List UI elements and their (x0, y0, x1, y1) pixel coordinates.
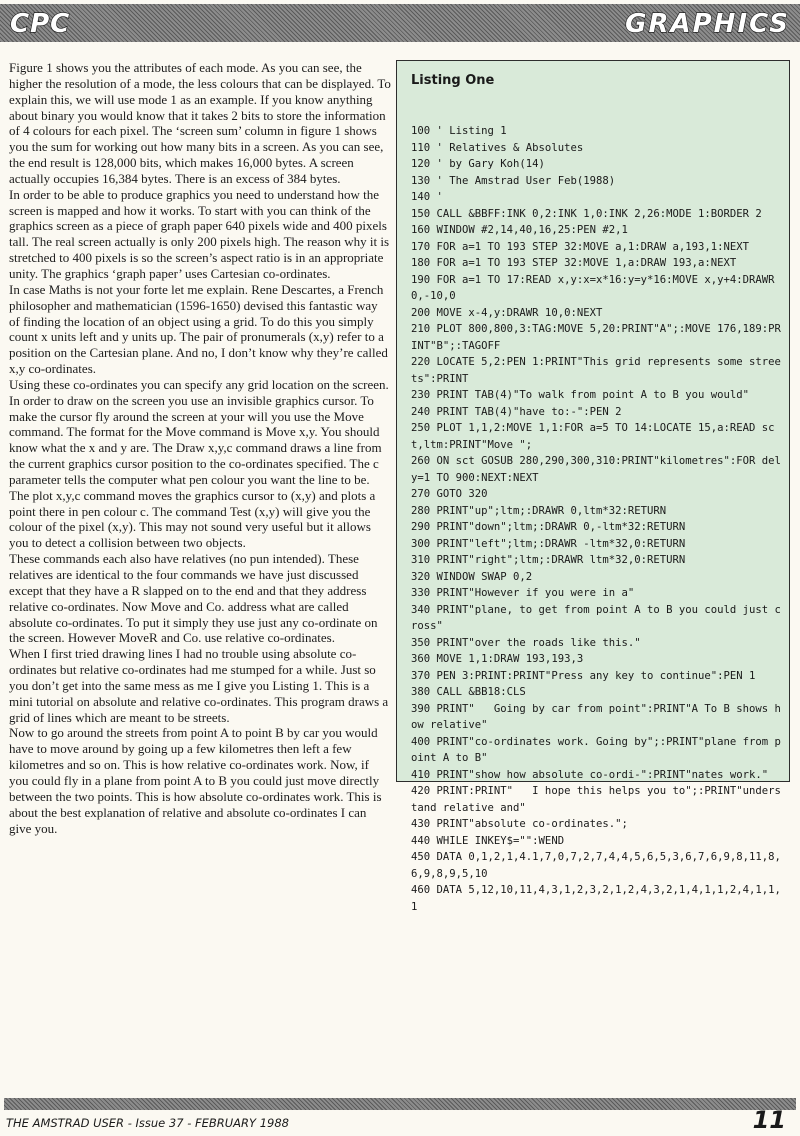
listing-line: 210 PLOT 800,800,3:TAG:MOVE 5,20:PRINT"A";:MOVE 176,189:PRINT"B";:TAGOFF (411, 323, 781, 352)
listing-line: 170 FOR a=1 TO 193 STEP 32:MOVE a,1:DRAW a,193,1:NEXT (411, 240, 750, 253)
listing-line: 280 PRINT"up";ltm;:DRAWR 0,ltm*32:RETURN (411, 504, 667, 517)
listing-line: 140 ' (411, 191, 443, 203)
listing-line: 120 ' by Gary Koh(14) (411, 158, 545, 170)
listing-line: 260 ON sct GOSUB 280,290,300,310:PRINT"kilometres":FOR dely=1 TO 900:NEXT:NEXT (411, 455, 781, 484)
listing-line: 380 CALL &BB18:CLS (411, 686, 526, 698)
listing-line: 270 GOTO 320 (411, 488, 488, 500)
listing-line: 220 LOCATE 5,2:PEN 1:PRINT"This grid represents some streets":PRINT (411, 356, 781, 385)
header-bar (0, 4, 800, 42)
listing-line: 460 DATA 5,12,10,11,4,3,1,2,3,2,1,2,4,3,2,1,4,1,1,2,4,1,1,1 (411, 884, 781, 913)
paragraph: In case Maths is not your forte let me explain. Rene Descartes, a French philosopher and mathematician (1596-1650) devised this fantastic way of finding the location of an object using a grid. To do this you simply count x units left and y units up. The pair of pronumerals (x,y) refer to a position on the Cartesian plane. And no, I don’t know why they’re called x,y co-ordinates. (9, 281, 388, 377)
section-label: CPC (10, 9, 71, 39)
listing-line: 420 PRINT:PRINT" I hope this helps you to";:PRINT"understand relative and" (411, 785, 781, 814)
footer-bar (4, 1098, 796, 1110)
listing-line: 110 ' Relatives & Absolutes (411, 141, 584, 154)
paragraph: Now to go around the streets from point A to point B by car you would have to move around by going up a few kilometres then left a few kilometres and so on. This is how relative co-ordinates work. Now, if you could fly in a plane from point A to B you could just move directly between the two points. This is how absolute co-ordinates work. This is about the best explanation of relative and absolute co-ordinates I can give you. (9, 725, 382, 836)
listing-line: 440 WHILE INKEY$="":WEND (411, 834, 565, 847)
listing-line: 340 PRINT"plane, to get from point A to B you could just cross" (411, 603, 781, 632)
listing-line: 350 PRINT"over the roads like this." (411, 636, 641, 649)
paragraph: Figure 1 shows you the attributes of each mode. As you can see, the higher the resolution of a mode, the less colours that can be displayed. To explain this, we will use mode 1 as an example. If you know anything about binary you would know that it takes 2 bits to store the information of 4 colours for each pixel. The ‘screen sum’ column in figure 1 shows you the sum for working out how many bits in a screen. As you can see, the end result is 128,000 bits, which makes 16,000 bytes. A screen actually occupies 16,384 bytes. There is an excess of 384 bytes. (9, 60, 391, 186)
listing-line: 450 DATA 0,1,2,1,4.1,7,0,7,2,7,4,4,5,6,5,3,6,7,6,9,8,11,8,6,9,8,9,5,10 (411, 851, 781, 880)
listing-line: 360 MOVE 1,1:DRAW 193,193,3 (411, 653, 584, 665)
listing-line: 310 PRINT"right";ltm;:DRAWR ltm*32,0:RETURN (411, 554, 686, 566)
paragraph: These commands each also have relatives (no pun intended). These relatives are identical to the four commands we have just discussed except that they have a R slapped on to the end and that they address relative co-ordinates. Now Move and Co. address what are called absolute co-ordinates. To put it simply they use just any co-ordinate on the screen. However MoveR and Co. use relative co-ordinates. (9, 551, 378, 646)
page-number: 11 (752, 1106, 786, 1134)
listing-line: 430 PRINT"absolute co-ordinates."; (411, 818, 628, 830)
listing-line: 410 PRINT"show how absolute co-ordi-":PRINT"nates work." (411, 768, 769, 781)
listing-line: 100 ' Listing 1 (411, 125, 507, 137)
listing-line: 160 WINDOW #2,14,40,16,25:PEN #2,1 (411, 224, 628, 236)
article-text (9, 60, 391, 836)
listing-title: Listing One (411, 73, 495, 88)
listing-line: 250 PLOT 1,1,2:MOVE 1,1:FOR a=5 TO 14:LOCATE 15,a:READ sct,ltm:PRINT"Move "; (411, 422, 775, 451)
listing-line: 370 PEN 3:PRINT:PRINT"Press any key to continue":PEN 1 (411, 669, 756, 682)
listing-box (396, 60, 790, 913)
listing-line: 290 PRINT"down";ltm;:DRAWR 0,-ltm*32:RETURN (411, 521, 686, 533)
listing-line: 330 PRINT"However if you were in a" (411, 587, 635, 599)
listing-line: 190 FOR a=1 TO 17:READ x,y:x=x*16:y=y*16:MOVE x,y+4:DRAWR 0,-10,0 (411, 273, 781, 302)
paragraph: In order to be able to produce graphics you need to understand how the screen is mapped and how it works. To start with you can think of the graphics screen as a piece of graph paper 640 pixels wide and 400 pixels tall. The real screen actually is only 200 pixels high. The reason why it is stretched to 400 pixels is so the screen’s aspect ratio is in an appropriate unity. The graphics ‘graph paper’ uses Cartesian co-ordinates. (9, 186, 390, 281)
listing-line: 240 PRINT TAB(4)"have to:-":PEN 2 (411, 405, 622, 418)
listing-line: 150 CALL &BBFF:INK 0,2:INK 1,0:INK 2,26:MODE 1:BORDER 2 (411, 207, 762, 220)
listing-line: 400 PRINT"co-ordinates work. Going by";:PRINT"plane from point A to B" (411, 735, 781, 764)
listing-line: 230 PRINT TAB(4)"To walk from point A to B you would" (411, 389, 750, 401)
section-title: GRAPHICS (625, 9, 790, 39)
listing-line: 200 MOVE x-4,y:DRAWR 10,0:NEXT (411, 306, 603, 319)
listing-line: 390 PRINT" Going by car from point":PRINT"A To B shows how relative" (411, 702, 781, 731)
footer-text: THE AMSTRAD USER - Issue 37 - FEBRUARY 1988 (6, 1116, 289, 1130)
paragraph: The plot x,y,c command moves the graphics cursor to (x,y) and plots a point there in pen colour c. The command Test (x,y) will give you the colour of the pixel (x,y). This may not sound very useful but it allows you to detect a collision between two objects. (9, 487, 376, 551)
listing-line: 320 WINDOW SWAP 0,2 (411, 570, 533, 583)
listing-line: 130 ' The Amstrad User Feb(1988) (411, 174, 616, 187)
paragraph: When I first tried drawing lines I had no trouble using absolute co-ordinates but relative co-ordinates had me stumped for a while. Just so you don’t get into the same mess as me I give you Listing 1. This is a mini tutorial on absolute and relative co-ordinates. This program draws a grid of lines which are meant to be streets. (9, 646, 389, 725)
paragraph: Using these co-ordinates you can specify any grid location on the screen. In order to draw on the screen you use an invisible graphics cursor. To make the cursor fly around the screen at your will you use the Move command. The format for the Move command is Move x,y. You should know what the x and y are. The Draw x,y,c command draws a line from the current graphics cursor position to the co-ordinates specified. The c parameter tells the computer what pen colour you want the line to be. (9, 376, 389, 487)
listing-code (411, 123, 783, 915)
listing-line: 180 FOR a=1 TO 193 STEP 32:MOVE 1,a:DRAW 193,a:NEXT (411, 257, 737, 269)
listing-line: 300 PRINT"left";ltm;:DRAWR -ltm*32,0:RETURN (411, 537, 686, 550)
